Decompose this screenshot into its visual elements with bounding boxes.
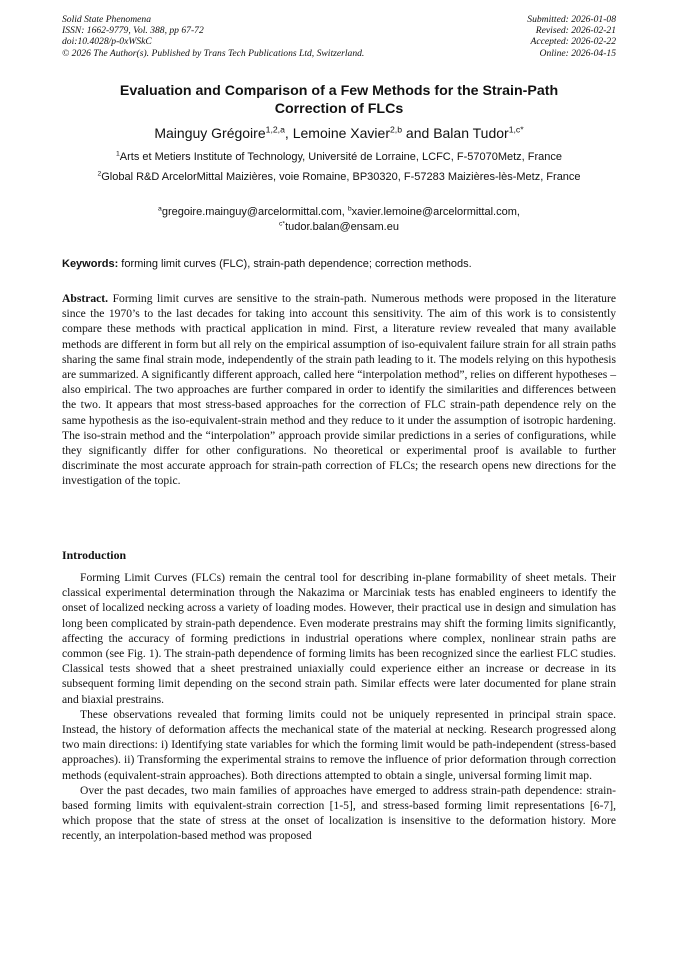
publication-dates xyxy=(527,14,616,59)
author-2-affil: 2,b xyxy=(389,124,403,135)
paper-title xyxy=(70,82,608,118)
journal-info xyxy=(62,14,364,59)
affiliation-2-marker: 2 xyxy=(97,170,102,178)
abstract xyxy=(62,291,616,489)
title-line-1: Evaluation and Comparison of a Few Methods for the Strain-Path xyxy=(119,83,559,99)
intro-paragraph-3: Over the past decades, two main families of approaches have emerged to address strain-path dependence: strain-based forming limits with equivalent-strain correction [1-5], and stress-based forming limit representations [6-7], which propose that the state of stress at the onset of localization is insensitive to the deformation history. More recently, an interpolation-based method was proposed xyxy=(62,783,616,843)
intro-paragraph-1: Forming Limit Curves (FLCs) remain the central tool for describing in-plane formability of sheet metals. Their classical experimental determination through the Nakazima or Marciniak tests has enabled engineers to identify the onset of localized necking across a variety of loading modes. However, their practical use in design and simulation has long been complicated by strain-path dependence. Even moderate prestrains may shift the forming limits significantly, affecting the accuracy of forming predictions in industrial operations where complex, nonlinear strain paths are common (see Fig. 1). The strain-path dependence of forming limits has been recognized since the earliest FLC studies. Classical tests showed that a sheet prestrained uniaxially could experience either an increase or decrease in its subsequent forming limit depending on the second strain path. Similar effects were later documented for plane strain and biaxial prestrains. xyxy=(62,571,616,706)
email-a: gregoire.mainguy@arcelormittal.com, xyxy=(161,206,348,218)
affiliation-2 xyxy=(80,169,598,185)
introduction-body xyxy=(62,570,616,844)
date-submitted: Submitted: 2026-01-08 xyxy=(527,14,616,25)
affiliation-1-text: Arts et Metiers Institute of Technology, Université de Lorraine, LCFC, F-57070Metz, France xyxy=(119,151,563,163)
author-3: Balan Tudor xyxy=(433,125,509,141)
abstract-label: Abstract. xyxy=(62,292,109,305)
journal-copyright: © 2026 The Author(s). Published by Trans Tech Publications Ltd, Switzerland. xyxy=(62,47,365,59)
journal-issn: ISSN: 1662-9779, Vol. 388, pp 67-72 xyxy=(62,25,204,37)
author-emails xyxy=(62,205,616,235)
author-separator: and xyxy=(402,125,434,141)
author-3-affil: 1,c* xyxy=(508,124,524,135)
author-list xyxy=(62,124,616,142)
title-line-2: Correction of FLCs xyxy=(274,101,404,117)
introduction-heading: Introduction xyxy=(62,548,127,562)
email-c: tudor.balan@ensam.eu xyxy=(285,221,399,233)
affiliation-2-text: Global R&D ArcelorMittal Maizières, voie Romaine, BP30320, F-57283 Maizières-lès-Metz, France xyxy=(101,171,581,183)
journal-header xyxy=(62,14,616,59)
affiliation-1 xyxy=(62,149,616,165)
intro-paragraph-2: These observations revealed that forming limits could not be uniquely represented in principal strain space. Instead, the history of deformation affects the mechanical state of the material at necking. Research progressed along two main directions: i) Identifying state variables for which the forming limit would be path-independent (stress-based approaches). ii) Transforming the experimental strains to remove the influence of prior deformation through correction methods (equivalent-strain approaches). Both directions attempted to obtain a single, universal forming limit map. xyxy=(62,707,616,782)
author-separator: , xyxy=(284,125,293,141)
author-2: Lemoine Xavier xyxy=(292,125,390,141)
keywords-text: forming limit curves (FLC), strain-path dependence; correction methods. xyxy=(118,258,472,270)
date-online: Online: 2026-04-15 xyxy=(539,47,616,59)
email-c-marker: c* xyxy=(279,220,286,228)
keywords xyxy=(62,257,616,271)
journal-doi: doi:10.4028/p-0xWSkC xyxy=(62,36,152,48)
author-1-affil: 1,2,a xyxy=(265,124,285,135)
author-1: Mainguy Grégoire xyxy=(154,125,266,141)
abstract-text: Forming limit curves are sensitive to the strain-path. Numerous methods were proposed in the literature since the 1970’s to the last decades for taking into account this sensitivity. The aim of this work is to consistently compare these methods with practical application in mind. First, a literature review revealed that many available methods are different in form but all rely on the empirical assumption of iso-equivalent failure strain for all strain paths sharing the same final strain mode, independently of the strain path leading to it. The models relying on this hypothesis are summarized. A significantly different approach, called here “interpolation method”, relies on different hypotheses – also empirical. The two approaches are further compared in order to identify the similarities and differences between the two. It appears that most stress-based approaches for the correction of FLC strain-path dependence rely on the same hypothesis as the iso-equivalent-strain method and they reduce to it under the assumption of isotropic hardening. The iso-strain method and the “interpolation” approach provide similar predictions in a series of configurations, while they significantly differ for other configurations. No theoretical or experimental proof is available to further discriminate the most accurate approach for strain-path correction of FLCs; the research opens new directions for the investigation of the topic. xyxy=(62,292,616,488)
email-b-marker: b xyxy=(347,205,352,213)
journal-name: Solid State Phenomena xyxy=(62,14,151,25)
email-b: xavier.lemoine@arcelormittal.com, xyxy=(351,206,520,218)
date-revised: Revised: 2026-02-21 xyxy=(535,25,616,37)
date-accepted: Accepted: 2026-02-22 xyxy=(530,36,616,48)
affiliation-1-marker: 1 xyxy=(115,150,120,158)
email-a-marker: a xyxy=(158,205,162,213)
keywords-label: Keywords: xyxy=(62,258,119,270)
